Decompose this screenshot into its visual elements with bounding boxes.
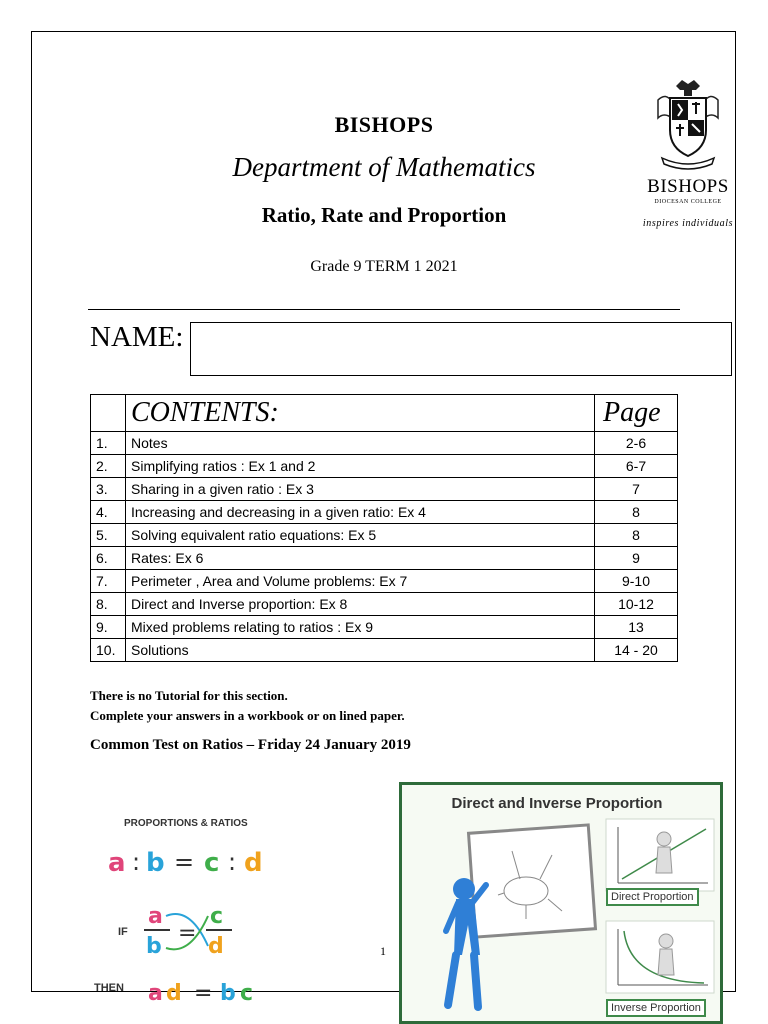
row-page: 9 [595, 547, 678, 570]
direct-proportion-label: Direct Proportion [606, 888, 699, 906]
logo-subtitle: DIOCESAN COLLEGE [654, 199, 722, 205]
svg-text:a: a [108, 848, 126, 878]
table-row [91, 455, 678, 478]
table-row [91, 593, 678, 616]
row-number: 1. [91, 432, 126, 455]
school-logo [636, 78, 740, 234]
row-title: Notes [126, 432, 595, 455]
svg-text:a: a [148, 981, 163, 1006]
svg-text:c: c [210, 904, 224, 929]
header-divider [88, 309, 680, 310]
row-number: 6. [91, 547, 126, 570]
instruction-line: Complete your answers in a workbook or on lined paper. [90, 708, 405, 723]
row-page: 6-7 [595, 455, 678, 478]
table-row [91, 478, 678, 501]
page-number: 1 [380, 944, 386, 958]
row-page: 14 - 20 [595, 639, 678, 662]
table-row [91, 432, 678, 455]
row-title: Mixed problems relating to ratios : Ex 9 [126, 616, 595, 639]
row-title: Sharing in a given ratio : Ex 3 [126, 478, 595, 501]
row-page: 8 [595, 501, 678, 524]
svg-text:a: a [148, 904, 163, 929]
svg-text:d: d [244, 848, 263, 878]
row-title: Solving equivalent ratio equations: Ex 5 [126, 524, 595, 547]
row-number: 9. [91, 616, 126, 639]
svg-text::: : [228, 848, 237, 876]
row-number: 4. [91, 501, 126, 524]
row-title: Rates: Ex 6 [126, 547, 595, 570]
svg-text::: : [132, 848, 141, 876]
row-page: 2-6 [595, 432, 678, 455]
logo-motto: inspires individuals [642, 218, 734, 229]
page-heading: Page [595, 395, 678, 432]
test-notice: Common Test on Ratios – Friday 24 January 2019 [90, 737, 411, 753]
name-label: NAME: [90, 321, 184, 353]
logo-name: BISHOPS [647, 176, 729, 197]
row-title: Solutions [126, 639, 595, 662]
crest-icon [656, 78, 720, 170]
row-page: 8 [595, 524, 678, 547]
row-page: 9-10 [595, 570, 678, 593]
svg-text:b: b [146, 848, 165, 878]
row-title: Increasing and decreasing in a given ratio: Ex 4 [126, 501, 595, 524]
table-row [91, 570, 678, 593]
contents-heading: CONTENTS: [126, 395, 595, 432]
table-row [91, 616, 678, 639]
proportions-title: PROPORTIONS & RATIOS [124, 818, 248, 829]
row-number: 8. [91, 593, 126, 616]
instructions [90, 686, 405, 726]
svg-text:b: b [220, 981, 236, 1006]
department-title: Department of Mathematics [232, 152, 536, 182]
instruction-line: There is no Tutorial for this section. [90, 688, 288, 703]
svg-text:=: = [194, 981, 213, 1006]
row-title: Simplifying ratios : Ex 1 and 2 [126, 455, 595, 478]
row-title: Perimeter , Area and Volume problems: Ex 7 [126, 570, 595, 593]
proportions-ratios-illustration [94, 806, 290, 1016]
svg-text:b: b [146, 934, 162, 959]
direct-inverse-illustration [399, 782, 723, 1024]
svg-text:=: = [174, 848, 195, 876]
if-label: IF [118, 926, 128, 938]
svg-text:c: c [240, 981, 254, 1006]
contents-table [90, 394, 678, 662]
direct-inverse-title: Direct and Inverse Proportion [451, 795, 663, 812]
topic-title: Ratio, Rate and Proportion [261, 203, 507, 227]
row-number: 3. [91, 478, 126, 501]
row-number: 7. [91, 570, 126, 593]
table-row [91, 501, 678, 524]
table-row [91, 547, 678, 570]
row-number: 5. [91, 524, 126, 547]
ratio-formula-icon [100, 806, 290, 1016]
name-field[interactable] [190, 322, 732, 376]
row-page: 7 [595, 478, 678, 501]
row-page: 13 [595, 616, 678, 639]
svg-text:d: d [166, 981, 182, 1006]
table-row [91, 524, 678, 547]
then-label: THEN [94, 982, 124, 994]
table-row [91, 639, 678, 662]
contents-num-header [91, 395, 126, 432]
grade-term: Grade 9 TERM 1 2021 [310, 258, 458, 275]
row-title: Direct and Inverse proportion: Ex 8 [126, 593, 595, 616]
row-number: 10. [91, 639, 126, 662]
row-number: 2. [91, 455, 126, 478]
school-name: BISHOPS [334, 112, 434, 137]
svg-text:c: c [204, 848, 220, 878]
svg-text:d: d [208, 934, 224, 959]
row-page: 10-12 [595, 593, 678, 616]
inverse-proportion-label: Inverse Proportion [606, 999, 706, 1017]
contents-header-row [91, 395, 678, 432]
svg-text:=: = [178, 921, 197, 946]
